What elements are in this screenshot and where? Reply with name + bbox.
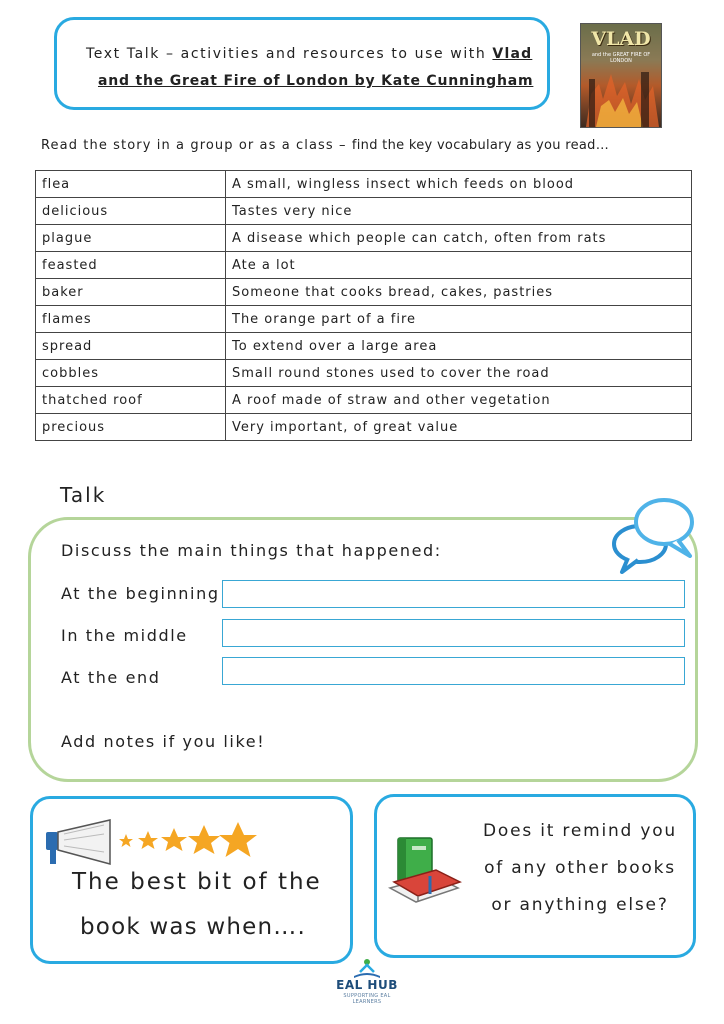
logo-mark-icon	[332, 956, 402, 980]
vocab-definition: A roof made of straw and other vegetation	[226, 387, 692, 414]
end-label: At the end	[61, 668, 161, 687]
middle-label: In the middle	[61, 626, 188, 645]
beginning-label: At the beginning	[61, 584, 220, 603]
star-rating-icon	[118, 820, 258, 860]
table-row	[36, 225, 692, 252]
instruction-prefix: Read the story in a group or as a class –	[41, 138, 352, 153]
instruction-emphasis: find the key vocabulary as you read…	[351, 138, 610, 153]
logo-text: EAL HUB	[336, 978, 398, 992]
best-bit-line-1: The best bit of the	[72, 869, 322, 895]
remind-line-2: of any other books	[484, 858, 676, 878]
title-line-2: and the Great Fire of London by Kate Cunningham	[98, 73, 534, 89]
vocab-word: baker	[36, 279, 226, 306]
books-icon	[386, 832, 466, 910]
notes-prompt: Add notes if you like!	[61, 732, 266, 751]
table-row	[36, 306, 692, 333]
eal-hub-logo	[332, 956, 402, 1005]
megaphone-icon	[44, 818, 114, 872]
vocab-definition: To extend over a large area	[226, 333, 692, 360]
vocab-word: feasted	[36, 252, 226, 279]
title-prefix: Text Talk – activities and resources to use with	[86, 46, 493, 62]
vocab-definition: The orange part of a fire	[226, 306, 692, 333]
remind-line-1: Does it remind you	[483, 821, 677, 841]
table-row	[36, 252, 692, 279]
speech-bubbles-icon	[608, 492, 698, 574]
vocabulary-table	[35, 170, 692, 441]
vocab-definition: Someone that cooks bread, cakes, pastries	[226, 279, 692, 306]
vocab-definition: Small round stones used to cover the road	[226, 360, 692, 387]
vocab-word: delicious	[36, 198, 226, 225]
table-row	[36, 387, 692, 414]
instruction-text	[41, 138, 609, 153]
remind-line-3: or anything else?	[491, 895, 669, 915]
end-input[interactable]	[222, 657, 685, 685]
table-row	[36, 279, 692, 306]
vocab-word: flea	[36, 171, 226, 198]
table-row	[36, 171, 692, 198]
vocab-definition: A small, wingless insect which feeds on blood	[226, 171, 692, 198]
book-cover-image	[580, 23, 662, 128]
vocab-definition: Tastes very nice	[226, 198, 692, 225]
table-row	[36, 414, 692, 441]
vocab-word: flames	[36, 306, 226, 333]
title-box	[54, 17, 550, 110]
vocab-word: cobbles	[36, 360, 226, 387]
cover-subtitle: and the GREAT FIRE OF LONDON	[591, 52, 651, 64]
table-row	[36, 198, 692, 225]
vocab-word: spread	[36, 333, 226, 360]
talk-heading: Talk	[60, 483, 107, 507]
middle-input[interactable]	[222, 619, 685, 647]
book-name: Vlad	[492, 46, 533, 62]
vocab-word: plague	[36, 225, 226, 252]
vocab-word: precious	[36, 414, 226, 441]
title-line-1	[86, 46, 532, 62]
table-row	[36, 333, 692, 360]
vocab-word: thatched roof	[36, 387, 226, 414]
best-bit-line-2: book was when….	[80, 914, 306, 940]
vocab-definition: A disease which people can catch, often from rats	[226, 225, 692, 252]
beginning-input[interactable]	[222, 580, 685, 608]
fire-illustration-icon	[581, 24, 661, 127]
table-row	[36, 360, 692, 387]
logo-tagline: SUPPORTING EAL LEARNERS	[343, 993, 391, 1005]
vocab-definition: Ate a lot	[226, 252, 692, 279]
cover-title: VLAD	[591, 28, 651, 50]
talk-question: Discuss the main things that happened:	[61, 541, 442, 560]
vocab-definition: Very important, of great value	[226, 414, 692, 441]
